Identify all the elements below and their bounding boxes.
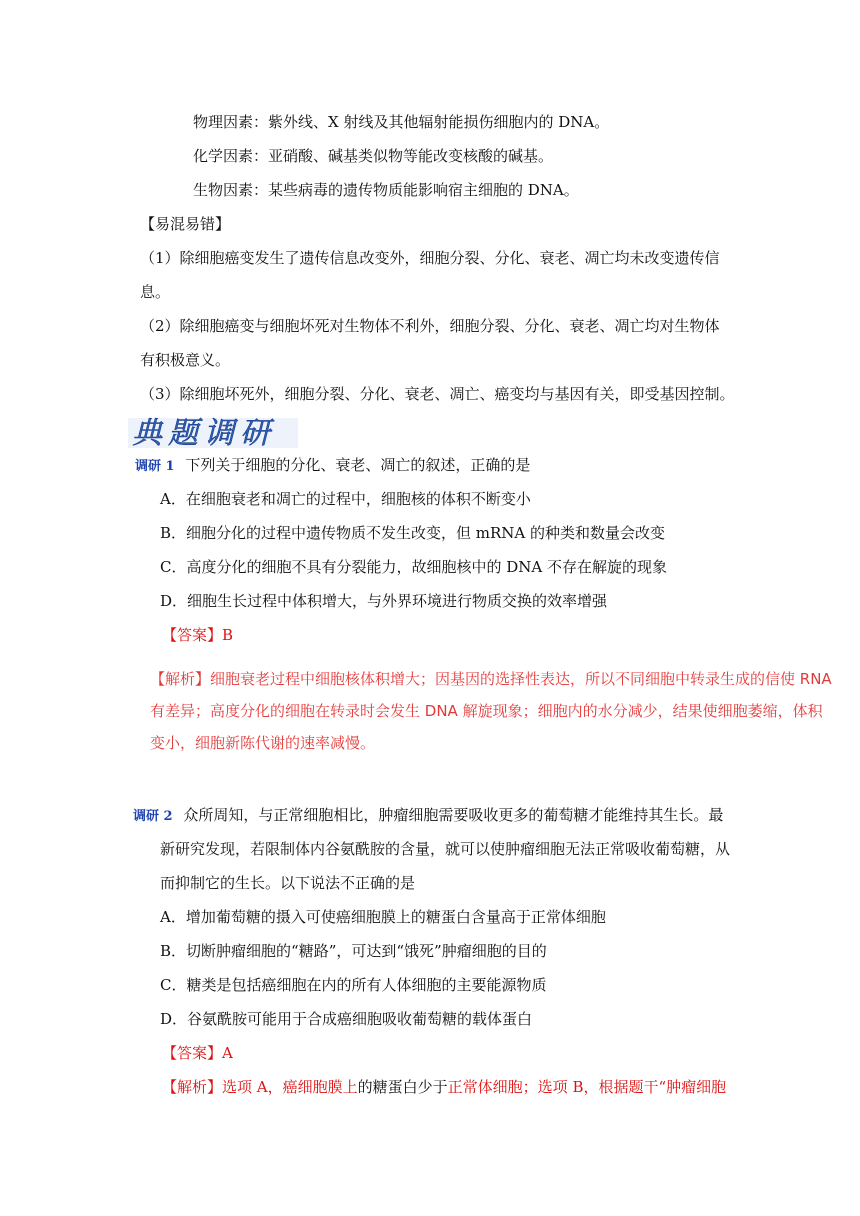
mistake-item-2-line2: 有积极意义。: [140, 351, 231, 369]
mistake-item-2-line1: （2）除细胞癌变与细胞坏死对生物体不利外，细胞分裂、分化、衰老、凋亡均对生物体: [140, 317, 720, 335]
q2-stem-line2: 新研究发现，若限制体内谷氨酰胺的含量，就可以使肿瘤细胞无法正常吸收葡萄糖，从: [160, 840, 731, 858]
q1-stem: 下列关于细胞的分化、衰老、凋亡的叙述，正确的是: [185, 456, 531, 474]
q1-answer: B: [222, 626, 234, 644]
q1-answer-tag: 【答案】: [162, 626, 223, 644]
q2-analysis-part4: 正常体细胞: [447, 1078, 523, 1096]
q1-analysis: [150, 663, 850, 759]
mistake-item-1-line2: 息。: [140, 283, 171, 301]
q1-analysis-line2: 有差异；高度分化的细胞在转录时会发生 DNA 解旋现象；细胞内的水分减少，结果使细胞萎缩，体积: [150, 702, 823, 720]
q2-stem-line3: 而抑制它的生长。以下说法不正确的是: [160, 874, 416, 892]
q2-option-b: B．切断肿瘤细胞的“糖路”，可达到“饿死”肿瘤细胞的目的: [160, 942, 547, 960]
q2-stem-line1: [133, 805, 723, 827]
easy-mistake-heading: 【易混易错】: [140, 215, 231, 233]
q2-analysis-tag: 【解析】: [162, 1078, 223, 1096]
factor-chemical: 化学因素：亚硝酸、碱基类似物等能改变核酸的碱基。: [193, 147, 554, 165]
q2-answer-tag: 【答案】: [162, 1044, 223, 1062]
q2-analysis-part3: 的糖蛋白少于: [357, 1078, 448, 1096]
factor-biological: 生物因素：某些病毒的遗传物质能影响宿主细胞的 DNA。: [193, 181, 579, 199]
q1-answer-line: [162, 625, 233, 645]
q1-label: 调研 1: [135, 459, 175, 474]
q1-option-b: B．细胞分化的过程中遗传物质不发生改变，但 mRNA 的种类和数量会改变: [160, 524, 666, 542]
q2-option-a: A．增加葡萄糖的摄入可使癌细胞膜上的糖蛋白含量高于正常体细胞: [160, 908, 606, 926]
q1-option-a: A．在细胞衰老和凋亡的过程中，细胞核的体积不断变小: [160, 490, 531, 508]
mistake-item-1-line1: （1）除细胞癌变发生了遗传信息改变外，细胞分裂、分化、衰老、凋亡均未改变遗传信: [140, 249, 720, 267]
q2-analysis-part5: ；选项 B，根据题干“肿瘤细胞: [522, 1078, 727, 1096]
q2-answer: A: [222, 1044, 233, 1062]
q1-analysis-line3: 变小，细胞新陈代谢的速率减慢。: [150, 734, 376, 752]
q2-option-d: D．谷氨酰胺可能用于合成癌细胞吸收葡萄糖的载体蛋白: [160, 1010, 533, 1028]
q2-option-c: C．糖类是包括癌细胞在内的所有人体细胞的主要能源物质: [160, 976, 547, 994]
q1-option-c: C．高度分化的细胞不具有分裂能力，故细胞核中的 DNA 不存在解旋的现象: [160, 558, 668, 576]
q2-analysis-line: [162, 1077, 726, 1097]
q2-stem-text1: 众所周知，与正常细胞相比，肿瘤细胞需要吸收更多的葡萄糖才能维持其生长。最: [183, 806, 724, 824]
q2-analysis-part1: 选项 A，: [222, 1078, 283, 1096]
q1-analysis-line1: 【解析】细胞衰老过程中细胞核体积增大；因基因的选择性表达，所以不同细胞中转录生成的信使 RNA: [150, 670, 832, 688]
q2-analysis-part2: 癌细胞膜上: [282, 1078, 358, 1096]
factor-physical: 物理因素：紫外线、X 射线及其他辐射能损伤细胞内的 DNA。: [193, 113, 610, 131]
mistake-item-3: （3）除细胞坏死外，细胞分裂、分化、衰老、凋亡、癌变均与基因有关，即受基因控制。: [140, 385, 735, 403]
banner-text: 典题调研: [132, 416, 276, 450]
banner-title-icon: [128, 414, 298, 450]
q2-label: 调研 2: [133, 809, 173, 824]
q1-option-d: D．细胞生长过程中体积增大，与外界环境进行物质交换的效率增强: [160, 592, 608, 610]
q2-answer-line: [162, 1043, 233, 1063]
q1-stem-line: [135, 455, 530, 477]
